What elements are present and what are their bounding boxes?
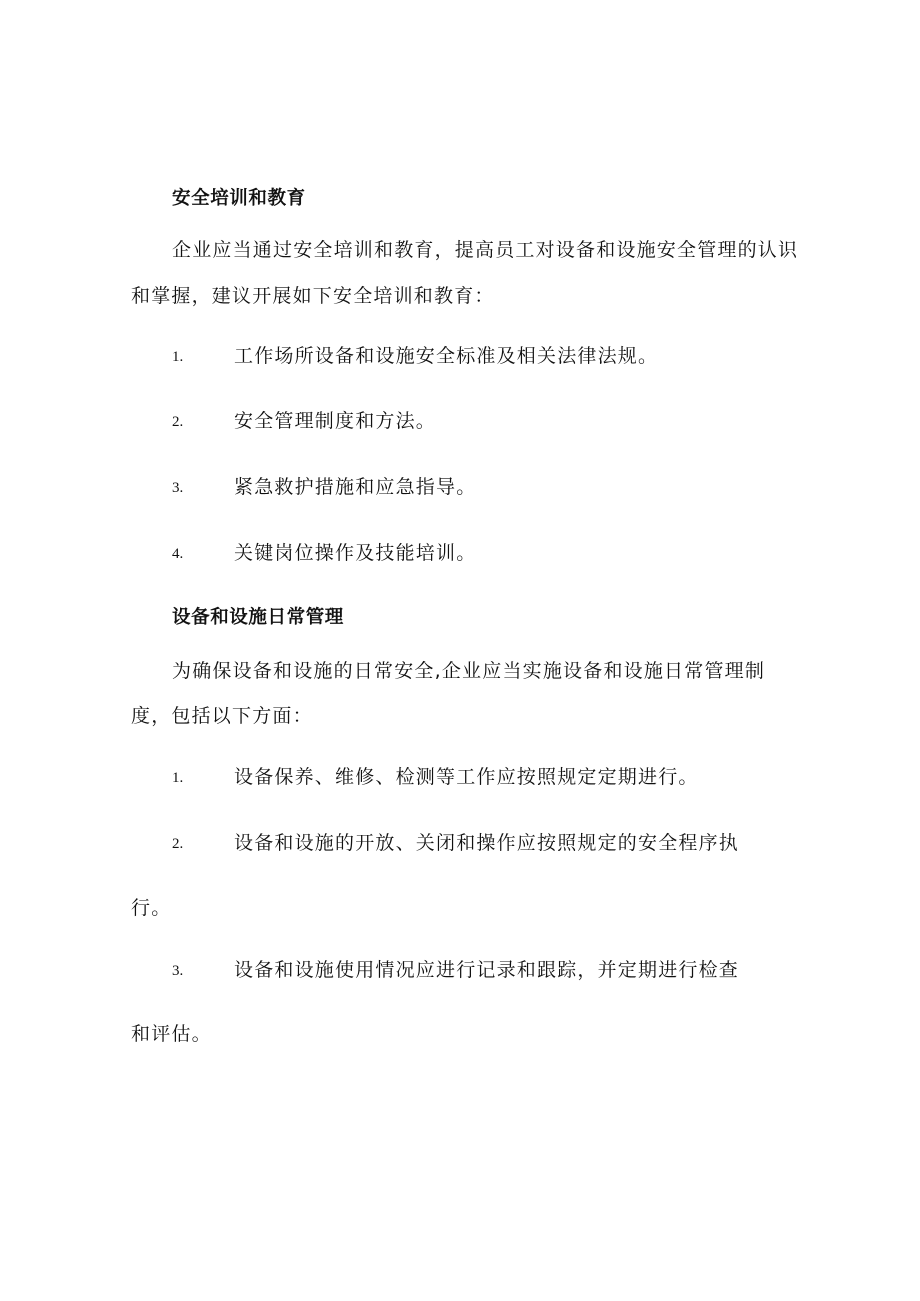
list-item-text: 紧急救护措施和应急指导。 bbox=[234, 476, 477, 498]
list-item-text: 安全管理制度和方法。 bbox=[234, 410, 437, 432]
list-item-text: 设备保养、维修、检测等工作应按照规定定期进行。 bbox=[234, 766, 699, 788]
list-item-continuation: 和评估。 bbox=[131, 1023, 212, 1045]
list-item-continuation: 行。 bbox=[131, 897, 172, 919]
paragraph-line: 和掌握，建议开展如下安全培训和教育： bbox=[131, 285, 495, 307]
paragraph-line: 企业应当通过安全培训和教育，提高员工对设备和设施安全管理的认识 bbox=[172, 239, 799, 261]
list-item-text: 设备和设施的开放、关闭和操作应按照规定的安全程序执 bbox=[234, 832, 740, 854]
list-item-number: 2. bbox=[172, 836, 184, 852]
paragraph-line: 度，包括以下方面： bbox=[131, 705, 313, 727]
list-item-text: 工作场所设备和设施安全标准及相关法律法规。 bbox=[234, 345, 659, 367]
list-item-number: 3. bbox=[172, 963, 184, 979]
list-item-text: 关键岗位操作及技能培训。 bbox=[234, 542, 477, 564]
list-item-number: 1. bbox=[172, 349, 184, 365]
list-item-number: 3. bbox=[172, 480, 184, 496]
section-heading: 设备和设施日常管理 bbox=[172, 607, 344, 628]
paragraph-line: 为确保设备和设施的日常安全,企业应当实施设备和设施日常管理制 bbox=[172, 660, 766, 682]
list-item-number: 2. bbox=[172, 414, 184, 430]
list-item-number: 4. bbox=[172, 546, 184, 562]
section-heading: 安全培训和教育 bbox=[172, 188, 306, 209]
list-item-number: 1. bbox=[172, 770, 184, 786]
list-item-text: 设备和设施使用情况应进行记录和跟踪，并定期进行检查 bbox=[234, 959, 740, 981]
